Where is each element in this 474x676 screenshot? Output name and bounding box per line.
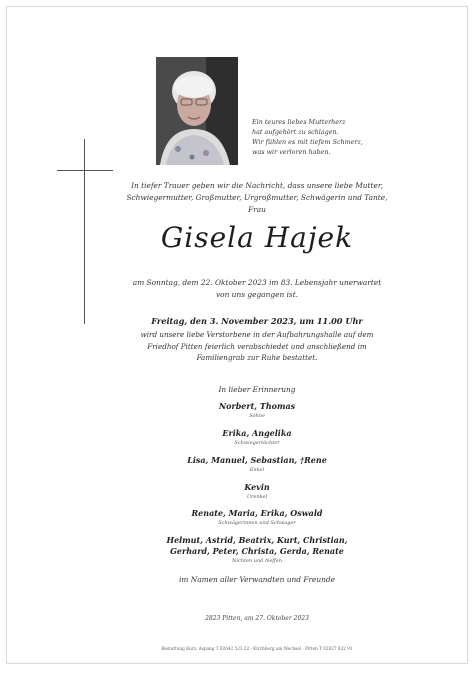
- funeral-text: [107, 329, 407, 364]
- mourner-relation: Schwiegertöchter: [234, 440, 280, 446]
- mourner-group: [107, 428, 407, 447]
- mourner-names: Lisa, Manuel, Sebastian, †Rene: [187, 455, 327, 465]
- poem-line: Wir fühlen es mit tiefem Schmerz,: [252, 138, 363, 146]
- mourner-names: Helmut, Astrid, Beatrix, Kurt, Christian,: [166, 535, 348, 545]
- cross-icon-vertical: [84, 139, 85, 324]
- death-line: am Sonntag, dem 22. Oktober 2023 im 83. Lebensjahr unerwartet: [132, 278, 382, 287]
- death-line: von uns gegangen ist.: [215, 290, 299, 299]
- mourner-relation: Urenkel: [246, 494, 268, 500]
- poem-line: was wir verloren haben.: [252, 148, 331, 156]
- funeral-line: wird unsere liebe Verstorbene in der Aufbahrungshalle auf dem: [140, 330, 374, 339]
- mourner-group: [107, 482, 407, 501]
- poem-line: hat aufgehört zu schlagen.: [252, 128, 339, 136]
- mourner-group: [107, 401, 407, 420]
- poem: [252, 117, 402, 157]
- memory-heading: In lieber Erinnerung: [218, 385, 296, 394]
- mourner-relation: Nichten und Neffen: [231, 558, 283, 564]
- mourner-names: Renate, Maria, Erika, Oswald: [191, 508, 323, 518]
- cross-icon-horizontal: [57, 170, 113, 171]
- intro-line: Frau: [248, 205, 266, 214]
- obituary-card: [6, 6, 468, 664]
- portrait-photo: [156, 57, 238, 165]
- mourner-relation: Enkel: [249, 467, 265, 473]
- funeral-line: Familiengrab zur Ruhe bestattet.: [196, 353, 318, 362]
- deceased-name: Gisela Hajek: [160, 221, 354, 254]
- funeral-date: Freitag, den 3. November 2023, um 11.00 Uhr: [151, 316, 363, 326]
- place-date: 2823 Pitten, am 27. Oktober 2023: [205, 615, 309, 622]
- intro-line: Schwiegermutter, Großmutter, Urgroßmutter, Schwägerin und Tante,: [126, 193, 388, 202]
- mourner-names: Gerhard, Peter, Christa, Gerda, Renate: [170, 546, 344, 556]
- mourner-names: Kevin: [244, 482, 270, 492]
- mourner-names: Erika, Angelika: [222, 428, 292, 438]
- mourner-relation: Söhne: [249, 413, 265, 419]
- closing-line: im Namen aller Verwandten und Freunde: [179, 575, 335, 584]
- mourner-group: [107, 535, 407, 565]
- intro-text: [107, 180, 407, 216]
- mourner-group: [107, 508, 407, 527]
- mourner-group: [107, 455, 407, 474]
- funeral-line: Friedhof Pitten feierlich verabschiedet und anschließend im: [147, 341, 367, 351]
- poem-line: Ein teures liebes Mutterherz: [252, 118, 346, 126]
- death-notice: [107, 277, 407, 301]
- portrait-image: [156, 57, 238, 165]
- mourner-names: Norbert, Thomas: [218, 401, 296, 411]
- intro-line: In tiefer Trauer geben wir die Nachricht, dass unsere liebe Mutter,: [131, 181, 383, 190]
- undertaker-footer: Bestattung Kurz, Aspang T 02642 523 22 · Kirchberg am Wechsel · Pitten T 02627 822 91: [161, 646, 353, 651]
- mourner-relation: Schwägerinnen und Schwager: [218, 520, 296, 526]
